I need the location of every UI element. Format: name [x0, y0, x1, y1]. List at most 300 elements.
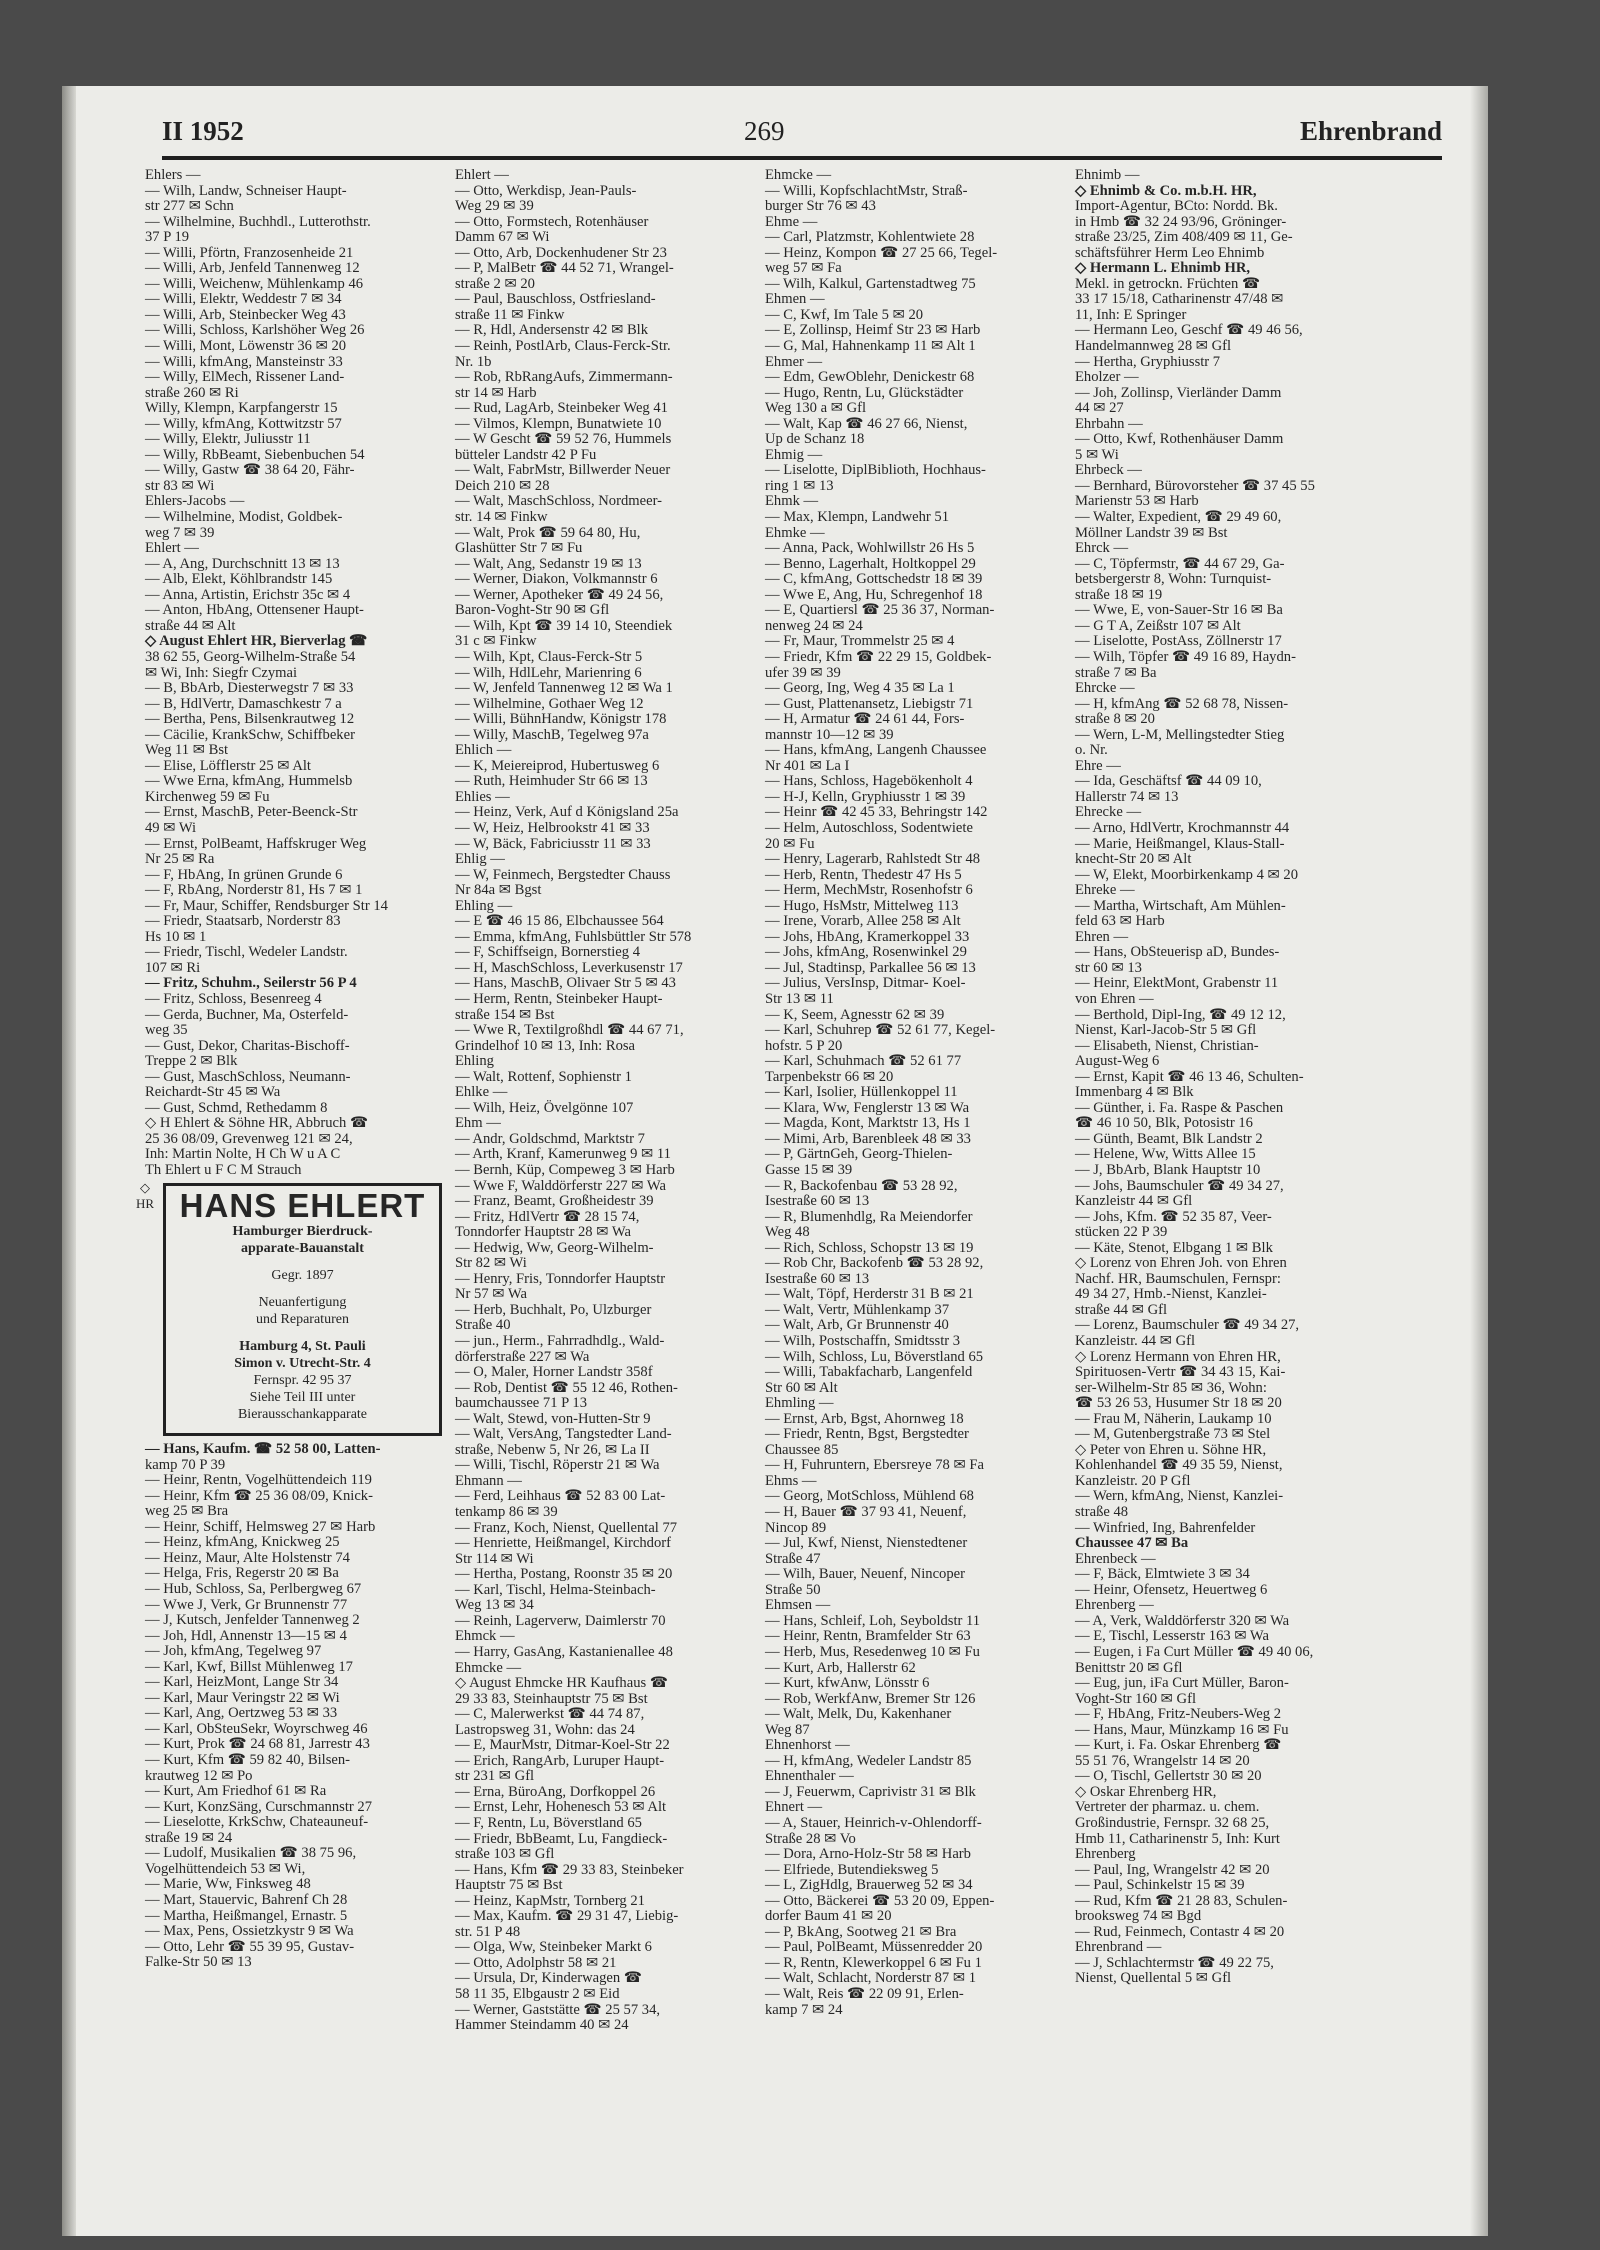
directory-entry-line: Str 82 ✉ Wi: [455, 1255, 527, 1272]
directory-entry-line: — Wilh, Kpt, Claus-Ferck-Str 5: [455, 648, 643, 665]
directory-entry-line: — Walt, Stewd, von-Hutten-Str 9: [455, 1410, 651, 1427]
directory-entry-line: — Otto, Arb, Dockenhudener Str 23: [455, 244, 667, 261]
directory-entry-line: Inh: Martin Nolte, H Ch W u A C: [145, 1146, 341, 1163]
directory-entry-line: — Elfriede, Butendieksweg 5: [765, 1861, 939, 1878]
directory-entry-line: — Ernst, MaschB, Peter-Beenck-Str: [145, 804, 358, 821]
directory-entry-line: Kanzleistr 44 ✉ Gfl: [1075, 1193, 1193, 1210]
directory-entry-line: — Klara, Ww, Fenglerstr 13 ✉ Wa: [765, 1099, 970, 1116]
directory-entry-line: — Rob, WerkfAnw, Bremer Str 126: [765, 1690, 976, 1707]
directory-entry-line: — Jul, Kwf, Nienst, Nienstedtener: [765, 1535, 968, 1552]
directory-entry-line: Ehmig —: [765, 446, 823, 463]
directory-entry-line: — H, Fuhruntern, Ebersreye 78 ✉ Fa: [765, 1457, 984, 1474]
directory-entry-line: — Fr, Maur, Schiffer, Rendsburger Str 14: [145, 897, 388, 914]
directory-entry-line: — Erna, BüroAng, Dorfkoppel 26: [455, 1783, 656, 1800]
directory-entry-line: — Heinz, kfmAng, Knickweg 25: [145, 1534, 340, 1551]
directory-entry-line: — Hub, Schloss, Sa, Perlbergweg 67: [145, 1581, 362, 1598]
directory-entry-line: — Kurt, Kfm ☎ 59 82 40, Bilsen-: [145, 1752, 351, 1769]
directory-entry-line: — Marie, Heißmangel, Klaus-Stall-: [1075, 835, 1285, 852]
directory-entry-line: Ehrcke —: [1075, 680, 1135, 697]
directory-entry-line: Ehrbahn —: [1075, 415, 1143, 432]
directory-entry-line: — J, Schlachtermstr ☎ 49 22 75,: [1075, 1954, 1274, 1971]
directory-entry-line: — Friedr, BbBeamt, Lu, Fangdieck-: [455, 1830, 668, 1847]
directory-entry-line: — Walt, Arb, Gr Brunnenstr 40: [765, 1317, 949, 1334]
directory-entry-line: — F, Schiffseign, Bornerstieg 4: [455, 944, 641, 961]
directory-entry-line: kamp 7 ✉ 24: [765, 2001, 843, 2018]
directory-entry-line: — Karl, Isolier, Hüllenkoppel 11: [765, 1084, 958, 1101]
directory-entry-line: Str 60 ✉ Alt: [765, 1379, 838, 1396]
directory-entry-line: Ehlich —: [455, 742, 512, 759]
directory-entry-line: — Wilh, Bauer, Neuenf, Nincoper: [765, 1566, 965, 1583]
directory-entry-line: — Rud, LagArb, Steinbeker Weg 41: [455, 400, 668, 417]
directory-entry-line: — W, Elekt, Moorbirkenkamp 4 ✉ 20: [1075, 866, 1299, 883]
directory-entry-line: str. 51 P 48: [455, 1923, 521, 1940]
directory-entry-line: — O, Tischl, Gellertstr 30 ✉ 20: [1075, 1768, 1262, 1785]
directory-entry-line: — Julius, VersInsp, Ditmar- Koel-: [765, 975, 966, 992]
directory-entry-line: Tonndorfer Hauptstr 28 ✉ Wa: [455, 1224, 631, 1241]
directory-entry-line: — jun., Herm., Fahrradhdlg., Wald-: [455, 1333, 665, 1350]
directory-entry-line: — Willy, RbBeamt, Siebenbuchen 54: [145, 446, 365, 463]
directory-entry-line: Weg 11 ✉ Bst: [145, 742, 229, 759]
directory-entry-line: Nr 25 ✉ Ra: [145, 851, 215, 868]
directory-entry-line: ◇ August Ehlert HR, Bierverlag ☎: [145, 633, 368, 650]
directory-entry-line: — W, Heiz, Helbrookstr 41 ✉ 33: [455, 819, 650, 836]
directory-entry-line: — Magda, Kont, Marktstr 13, Hs 1: [765, 1115, 971, 1132]
directory-entry-line: 49 ✉ Wi: [145, 819, 197, 836]
directory-entry-line: — Otto, Kwf, Rothenhäuser Damm: [1075, 431, 1284, 448]
ad-street: Simon v. Utrecht-Str. 4: [234, 1356, 371, 1372]
directory-entry-line: 44 ✉ 27: [1075, 400, 1124, 417]
directory-entry-line: — Kurt, i. Fa. Oskar Ehrenberg ☎: [1075, 1737, 1282, 1754]
column-1-entries: [145, 168, 446, 1179]
directory-entry-line: — Liselotte, DiplBiblioth, Hochhaus-: [765, 462, 986, 479]
directory-entry-line: — W, Jenfeld Tannenweg 12 ✉ Wa 1: [455, 680, 673, 697]
directory-entry-line: 33 17 15/18, Catharinenstr 47/48 ✉: [1075, 291, 1284, 308]
directory-entry-line: — H, kfmAng ☎ 52 68 78, Nissen-: [1075, 695, 1289, 712]
directory-entry-line: straße 103 ✉ Gfl: [455, 1846, 555, 1863]
directory-entry-line: — Johs, HbAng, Kramerkoppel 33: [765, 928, 970, 945]
directory-entry-line: — Heinr, Ofensetz, Heuertweg 6: [1075, 1581, 1268, 1598]
directory-entry-line: ◇ Ehnimb & Co. m.b.H. HR,: [1075, 182, 1257, 199]
directory-entry-line: — Otto, Lehr ☎ 55 39 95, Gustav-: [145, 1938, 355, 1955]
directory-entry-line: — Hans, Kaufm. ☎ 52 58 00, Latten-: [145, 1441, 381, 1458]
directory-entry-line: — Willi, BühnHandw, Königstr 178: [455, 711, 667, 728]
directory-entry-line: ser-Wilhelm-Str 85 ✉ 36, Wohn:: [1075, 1379, 1267, 1396]
directory-entry-line: Ehling —: [455, 897, 513, 914]
directory-entry-line: — Hans, kfmAng, Langenh Chaussee: [765, 742, 987, 759]
directory-entry-line: Ehmann —: [455, 1472, 522, 1489]
directory-entry-line: straße 44 ✉ Alt: [145, 617, 236, 634]
directory-entry-line: straße 260 ✉ Ri: [145, 384, 239, 401]
directory-entry-line: — Kurt, Am Friedhof 61 ✉ Ra: [145, 1783, 327, 1800]
directory-entry-line: Kanzleistr. 20 P Gfl: [1075, 1472, 1191, 1489]
directory-entry-line: — Gerda, Buchner, Ma, Osterfeld-: [145, 1006, 349, 1023]
directory-entry-line: — Martha, Heißmangel, Ernastr. 5: [145, 1907, 348, 1924]
directory-entry-line: — Rob Chr, Backofenb ☎ 53 28 92,: [765, 1255, 984, 1272]
directory-entry-line: weg 57 ✉ Fa: [765, 260, 842, 277]
directory-entry-line: Straße 50: [765, 1581, 821, 1598]
directory-entry-line: Isestraße 60 ✉ 13: [765, 1193, 870, 1210]
directory-entry-line: — A, Stauer, Heinrich-v-Ohlendorff-: [765, 1814, 982, 1831]
directory-entry-line: brooksweg 74 ✉ Bgd: [1075, 1908, 1202, 1925]
directory-entry-line: — P, MalBetr ☎ 44 52 71, Wrangel-: [455, 260, 674, 277]
directory-entry-line: — W, Feinmech, Bergstedter Chauss: [455, 866, 671, 883]
directory-entry-line: — Alb, Elekt, Köhlbrandstr 145: [145, 571, 333, 588]
directory-entry-line: — Walt, Reis ☎ 22 09 91, Erlen-: [765, 1985, 964, 2002]
directory-entry-line: Weg 13 ✉ 34: [455, 1597, 534, 1614]
directory-entry-line: Immenbarg 4 ✉ Blk: [1075, 1084, 1194, 1101]
directory-entry-line: — Friedr, Tischl, Wedeler Landstr.: [145, 944, 348, 961]
directory-entry-line: — C, kfmAng, Gottschedstr 18 ✉ 39: [765, 571, 983, 588]
directory-entry-line: — Paul, Ing, Wrangelstr 42 ✉ 20: [1075, 1861, 1270, 1878]
directory-entry-line: — Henriette, Heißmangel, Kirchdorf: [455, 1535, 671, 1552]
directory-entry-line: — Paul, PolBeamt, Müssenredder 20: [765, 1939, 983, 1956]
directory-entry-line: nenweg 24 ✉ 24: [765, 617, 863, 634]
directory-entry-line: — Hans, Kfm ☎ 29 33 83, Steinbeker: [455, 1861, 684, 1878]
directory-entry-line: Weg 130 a ✉ Gfl: [765, 400, 867, 417]
directory-entry-line: — J, Feuerwm, Caprivistr 31 ✉ Blk: [765, 1783, 976, 1800]
directory-entry-line: ◇ August Ehmcke HR Kaufhaus ☎: [455, 1675, 669, 1692]
directory-entry-line: straße 48: [1075, 1504, 1129, 1521]
directory-entry-line: — H, Bauer ☎ 37 93 41, Neuenf,: [765, 1504, 967, 1521]
directory-entry-line: — Anton, HbAng, Ottensener Haupt-: [145, 602, 364, 619]
directory-entry-line: — Helm, Autoschloss, Sodentwiete: [765, 819, 973, 836]
directory-entry-line: straße 19 ✉ 24: [145, 1829, 233, 1846]
directory-entry-line: Marienstr 53 ✉ Harb: [1075, 493, 1199, 510]
directory-entry-line: — Kurt, kfwAnw, Lönsstr 6: [765, 1675, 930, 1692]
directory-entry-line: betsbergerstr 8, Wohn: Turnquist-: [1075, 571, 1272, 588]
directory-entry-line: Ehrenbeck —: [1075, 1550, 1156, 1567]
directory-entry-line: — Heinr ☎ 42 45 33, Behringstr 142: [765, 804, 988, 821]
directory-entry-line: Kanzleistr. 44 ✉ Gfl: [1075, 1333, 1196, 1350]
directory-entry-line: — Reinh, PostlArb, Claus-Ferck-Str.: [455, 338, 671, 355]
directory-entry-line: — Walt, FabrMstr, Billwerder Neuer: [455, 462, 671, 479]
directory-entry-line: — Willy, MaschB, Tegelweg 97a: [455, 726, 649, 743]
directory-entry-line: Nienst, Karl-Jacob-Str 5 ✉ Gfl: [1075, 1022, 1257, 1039]
hans-ehlert-advertisement: [135, 1179, 442, 1437]
directory-entry-line: — Willi, Schloss, Karlshöher Weg 26: [145, 322, 365, 339]
directory-entry-line: — Hans, Maur, Münzkamp 16 ✉ Fu: [1075, 1721, 1289, 1738]
directory-entry-line: — Elise, Löfflerstr 25 ✉ Alt: [145, 757, 311, 774]
directory-entry-line: — Hans, MaschB, Olivaer Str 5 ✉ 43: [455, 975, 676, 992]
directory-entry-line: — Walt, Kap ☎ 46 27 66, Nienst,: [765, 415, 968, 432]
directory-entry-line: weg 25 ✉ Bra: [145, 1503, 229, 1520]
directory-entry-line: Tarpenbekstr 66 ✉ 20: [765, 1068, 894, 1085]
directory-entry-line: — Kurt, KonzSäng, Curschmannstr 27: [145, 1798, 372, 1815]
directory-entry-line: kamp 70 P 39: [145, 1456, 226, 1473]
directory-entry-line: Ehre —: [1075, 757, 1121, 774]
directory-entry-line: — Walt, Prok ☎ 59 64 80, Hu,: [455, 524, 641, 541]
directory-entry-line: — Vilmos, Klempn, Bunatwiete 10: [455, 415, 662, 432]
directory-entry-line: Straße 28 ✉ Vo: [765, 1830, 856, 1847]
directory-entry-line: Ehling: [455, 1053, 494, 1070]
directory-entry-line: — Henry, Fris, Tonndorfer Hauptstr: [455, 1270, 666, 1287]
directory-entry-line: — H, kfmAng, Wedeler Landstr 85: [765, 1752, 972, 1769]
directory-entry-line: — J, Kutsch, Jenfelder Tannenweg 2: [145, 1612, 360, 1629]
directory-entry-line: — Hugo, Rentn, Lu, Glückstädter: [765, 384, 964, 401]
directory-entry-line: — Mimi, Arb, Barenbleek 48 ✉ 33: [765, 1130, 971, 1147]
directory-entry-line: von Ehren —: [1075, 990, 1154, 1007]
directory-entry-line: Ehme —: [765, 213, 818, 230]
directory-entry-line: Ehlers —: [145, 167, 201, 183]
directory-entry-line: — G T A, Zeißstr 107 ✉ Alt: [1075, 617, 1241, 634]
directory-entry-line: 58 11 35, Elbgaustr 2 ✉ Eid: [455, 1985, 620, 2002]
directory-entry-line: — Hertha, Gryphiusstr 7: [1075, 353, 1221, 370]
volume-year: II 1952: [162, 116, 244, 146]
column-2-entries: [455, 168, 756, 2034]
directory-entry-line: str 60 ✉ 13: [1075, 959, 1142, 976]
directory-entry-line: — Werner, Diakon, Volkmannstr 6: [455, 571, 658, 588]
directory-entry-line: — Rob, Dentist ☎ 55 12 46, Rothen-: [455, 1379, 678, 1396]
directory-entry-line: — Herb, Mus, Resedenweg 10 ✉ Fu: [765, 1643, 980, 1660]
directory-entry-line: — C, Malerwerkst ☎ 44 74 87,: [455, 1706, 645, 1723]
directory-entry-line: — Elisabeth, Nienst, Christian-: [1075, 1037, 1259, 1054]
directory-entry-line: Ehmen —: [765, 291, 825, 308]
directory-entry-line: — Willi, Arb, Steinbecker Weg 43: [145, 306, 346, 323]
directory-entry-line: ufer 39 ✉ 39: [765, 664, 841, 681]
directory-entry-line: — Werner, Gaststätte ☎ 25 57 34,: [455, 2001, 661, 2018]
directory-entry-line: — K, Meiereiprod, Hubertusweg 6: [455, 757, 660, 774]
directory-entry-line: Hmb 11, Catharinenstr 5, Inh: Kurt: [1075, 1830, 1280, 1847]
directory-entry-line: — E, Tischl, Lesserstr 163 ✉ Wa: [1075, 1628, 1270, 1645]
directory-entry-line: — Kurt, Arb, Hallerstr 62: [765, 1659, 916, 1676]
directory-entry-line: — Anna, Pack, Wohlwillstr 26 Hs 5: [765, 540, 975, 557]
page-header: [162, 116, 1442, 156]
directory-entry-line: — Olga, Ww, Steinbeker Markt 6: [455, 1939, 652, 1956]
directory-entry-line: — W, Bäck, Fabriciusstr 11 ✉ 33: [455, 835, 651, 852]
directory-entry-line: — Otto, Adolphstr 58 ✉ 21: [455, 1954, 617, 1971]
directory-entry-line: — J, BbArb, Blank Hauptstr 10: [1075, 1162, 1261, 1178]
directory-entry-line: tenkamp 86 ✉ 39: [455, 1504, 558, 1521]
directory-entry-line: — Wilh, Postschaffn, Smidtsstr 3: [765, 1333, 961, 1350]
directory-entry-line: Ehrenbrand —: [1075, 1939, 1162, 1956]
directory-entry-line: — F, HbAng, In grünen Grunde 6: [145, 866, 343, 883]
directory-page: [62, 86, 1488, 2236]
directory-entry-line: ring 1 ✉ 13: [765, 477, 834, 494]
directory-entry-line: straße 18 ✉ 19: [1075, 586, 1163, 603]
directory-entry-line: — Hugo, HsMstr, Mittelweg 113: [765, 897, 959, 914]
directory-entry-line: — Hans, Schloss, Hagebökenholt 4: [765, 773, 973, 790]
directory-entry-line: burger Str 76 ✉ 43: [765, 198, 876, 215]
directory-entry-line: — Walt, Rottenf, Sophienstr 1: [455, 1068, 632, 1085]
directory-entry-line: — Kurt, Prok ☎ 24 68 81, Jarrestr 43: [145, 1736, 370, 1753]
directory-entry-line: — Max, Klempn, Landwehr 51: [765, 509, 950, 526]
ad-reference-1: Siehe Teil III unter: [249, 1390, 356, 1406]
directory-entry-line: — G, Mal, Hahnenkamp 11 ✉ Alt 1: [765, 338, 976, 355]
directory-entry-line: — Bertha, Pens, Bilsenkrautweg 12: [145, 711, 355, 728]
directory-entry-line: — K, Seem, Agnesstr 62 ✉ 39: [765, 1006, 945, 1023]
directory-entry-line: Up de Schanz 18: [765, 431, 865, 448]
directory-entry-line: straße, Nebenw 5, Nr 26, ✉ La II: [455, 1441, 650, 1458]
directory-entry-line: — R, Rentn, Klewerkoppel 6 ✉ Fu 1: [765, 1954, 982, 1971]
directory-entry-line: — Harry, GasAng, Kastanienallee 48: [455, 1643, 673, 1660]
directory-entry-line: 31 c ✉ Finkw: [455, 633, 537, 650]
directory-entry-line: — Max, Pens, Ossietzkystr 9 ✉ Wa: [145, 1923, 354, 1940]
directory-entry-line: straße 7 ✉ Ba: [1075, 664, 1157, 681]
directory-entry-line: Ehrbeck —: [1075, 462, 1142, 479]
directory-entry-line: — Rob, RbRangAufs, Zimmermann-: [455, 369, 673, 386]
directory-entry-line: — Wwe Erna, kfmAng, Hummelsb: [145, 773, 353, 790]
ad-city: Hamburg 4, St. Pauli: [239, 1339, 366, 1355]
directory-entry-line: — Wern, kfmAng, Nienst, Kanzlei-: [1075, 1488, 1284, 1505]
directory-entry-line: — Willi, Arb, Jenfeld Tannenweg 12: [145, 260, 360, 277]
directory-entry-line: Vogelhüttendeich 53 ✉ Wi,: [145, 1860, 306, 1877]
directory-entry-line: — Herm, MechMstr, Rosenhofstr 6: [765, 882, 973, 899]
directory-entry-line: — Arth, Kranf, Kamerunweg 9 ✉ 11: [455, 1146, 671, 1163]
directory-entry-line: — Irene, Vorarb, Allee 258 ✉ Alt: [765, 913, 961, 930]
directory-entry-line: Handelmannweg 28 ✉ Gfl: [1075, 338, 1232, 355]
directory-entry-line: — Wilh, Kpt ☎ 39 14 10, Steendiek: [455, 617, 673, 634]
directory-entry-line: — Friedr, Kfm ☎ 22 29 15, Goldbek-: [765, 648, 992, 665]
directory-entry-line: Ehlers-Jacobs —: [145, 493, 245, 510]
column-4-entries: [1075, 168, 1376, 1987]
directory-entry-line: — O, Maler, Horner Landstr 358f: [455, 1364, 653, 1381]
directory-entry-line: — Henry, Lagerarb, Rahlstedt Str 48: [765, 851, 981, 868]
directory-entry-line: — Rich, Schloss, Schopstr 13 ✉ 19: [765, 1239, 974, 1256]
directory-entry-line: — Heinr, Rentn, Bramfelder Str 63: [765, 1628, 971, 1645]
directory-entry-line: — Günther, i. Fa. Raspe & Paschen: [1075, 1099, 1284, 1116]
directory-entry-line: — Anna, Artistin, Erichstr 35c ✉ 4: [145, 586, 351, 603]
directory-entry-line: — H, Armatur ☎ 24 61 44, Fors-: [765, 711, 965, 728]
directory-entry-line: knecht-Str 20 ✉ Alt: [1075, 851, 1192, 868]
directory-entry-line: — Ernst, Kapit ☎ 46 13 46, Schulten-: [1075, 1068, 1304, 1085]
directory-entry-line: str 14 ✉ Harb: [455, 384, 537, 401]
directory-entry-line: — Otto, Bäckerei ☎ 53 20 09, Eppen-: [765, 1892, 995, 1909]
directory-entry-line: weg 7 ✉ 39: [145, 524, 215, 541]
directory-entry-line: — Karl, ObSteuSekr, Woyrschweg 46: [145, 1720, 368, 1737]
directory-entry-line: Mekl. in getrockn. Früchten ☎: [1075, 275, 1261, 292]
directory-entry-line: — Fritz, Schuhm., Seilerstr 56 P 4: [145, 975, 357, 992]
directory-entry-line: Ehms —: [765, 1472, 817, 1489]
directory-entry-line: str 83 ✉ Wi: [145, 477, 215, 494]
directory-entry-line: — Franz, Koch, Nienst, Quellental 77: [455, 1519, 678, 1536]
directory-entry-line: — Rud, Feinmech, Contastr 4 ✉ 20: [1075, 1923, 1285, 1940]
page-number: 269: [744, 116, 785, 146]
directory-entry-line: str 277 ✉ Schn: [145, 198, 234, 215]
directory-entry-line: Ehnimb —: [1075, 167, 1140, 183]
directory-entry-line: Straße 47: [765, 1550, 821, 1567]
directory-entry-line: Ehrecke —: [1075, 804, 1142, 821]
directory-entry-line: — Herb, Buchhalt, Po, Ulzburger: [455, 1301, 652, 1318]
directory-entry-line: — Franz, Beamt, Großheidestr 39: [455, 1193, 654, 1210]
directory-entry-line: — H, MaschSchloss, Leverkusenstr 17: [455, 959, 683, 976]
directory-entry-line: Lastropsweg 31, Wohn: das 24: [455, 1721, 635, 1738]
directory-entry-line: Nr. 1b: [455, 353, 492, 370]
directory-entry-line: — E, MaurMstr, Ditmar-Koel-Str 22: [455, 1737, 670, 1754]
directory-entry-line: Falke-Str 50 ✉ 13: [145, 1954, 252, 1971]
directory-entry-line: Hauptstr 75 ✉ Bst: [455, 1877, 563, 1894]
ad-company-name: HANS EHLERT: [179, 1186, 426, 1224]
directory-entry-line: — Walt, Ang, Sedanstr 19 ✉ 13: [455, 555, 642, 572]
directory-entry-line: — Martha, Wirtschaft, Am Mühlen-: [1075, 897, 1286, 914]
directory-entry-line: — P, GärtnGeh, Georg-Thielen-: [765, 1146, 953, 1163]
directory-entry-line: — Willy, Elektr, Juliusstr 11: [145, 431, 311, 448]
directory-entry-line: — L, ZigHdlg, Brauerweg 52 ✉ 34: [765, 1877, 973, 1894]
directory-entry-line: Th Ehlert u F C M Strauch: [145, 1162, 302, 1178]
directory-entry-line: — Fritz, HdlVertr ☎ 28 15 74,: [455, 1208, 640, 1225]
directory-entry-line: — Joh, kfmAng, Tegelweg 97: [145, 1643, 322, 1660]
directory-entry-line: Weg 87: [765, 1721, 810, 1738]
directory-entry-line: baumchaussee 71 P 13: [455, 1395, 587, 1412]
directory-entry-line: — Ruth, Heimhuder Str 66 ✉ 13: [455, 773, 648, 790]
directory-entry-line: — Walt, Melk, Du, Kakenhaner: [765, 1706, 952, 1723]
directory-entry-line: Gasse 15 ✉ 39: [765, 1162, 853, 1178]
directory-entry-line: Möllner Landstr 39 ✉ Bst: [1075, 524, 1228, 541]
directory-entry-line: Nincop 89: [765, 1519, 827, 1536]
ad-reference-2: Bierausschankapparate: [237, 1407, 368, 1423]
directory-entry-line: — Karl, Ang, Oertzweg 53 ✉ 33: [145, 1705, 338, 1722]
directory-entry-line: — Erich, RangArb, Luruper Haupt-: [455, 1752, 665, 1769]
directory-entry-line: Str 13 ✉ 11: [765, 990, 834, 1007]
directory-entry-line: 107 ✉ Ri: [145, 959, 201, 976]
directory-entry-line: — Heinz, Maur, Alte Holstenstr 74: [145, 1549, 350, 1566]
directory-entry-line: — Helga, Fris, Regerstr 20 ✉ Ba: [145, 1565, 339, 1582]
directory-entry-line: — E ☎ 46 15 86, Elbchaussee 564: [455, 913, 664, 930]
directory-entry-line: — Johs, Kfm. ☎ 52 35 87, Veer-: [1075, 1208, 1272, 1225]
directory-entry-line: — Carl, Platzmstr, Kohlentwiete 28: [765, 229, 975, 246]
directory-entry-line: — E, Quartiersl ☎ 25 36 37, Norman-: [765, 602, 995, 619]
directory-entry-line: — R, Blumenhdlg, Ra Meiendorfer: [765, 1208, 973, 1225]
directory-entry-line: Benittstr 20 ✉ Gfl: [1075, 1659, 1183, 1676]
directory-entry-line: — Hermann Leo, Geschf ☎ 49 46 56,: [1075, 322, 1303, 339]
directory-entry-line: 49 34 27, Hmb.-Nienst, Kanzlei-: [1075, 1286, 1267, 1303]
directory-entry-line: — R, Hdl, Andersenstr 42 ✉ Blk: [455, 322, 649, 339]
directory-entry-line: — Willi, Tischl, Röperstr 21 ✉ Wa: [455, 1457, 660, 1474]
ad-line-2: apparate-Bauanstalt: [241, 1241, 364, 1257]
directory-entry-line: — Ferd, Leihhaus ☎ 52 83 00 Lat-: [455, 1488, 666, 1505]
directory-entry-line: — Eugen, i Fa Curt Müller ☎ 49 40 06,: [1075, 1643, 1314, 1660]
directory-entry-line: Ehrenberg —: [1075, 1597, 1154, 1614]
page-binding: [62, 86, 76, 2236]
directory-entry-line: — Walt, Schlacht, Norderstr 87 ✉ 1: [765, 1970, 977, 1987]
directory-entry-line: — A, Verk, Walddörferstr 320 ✉ Wa: [1075, 1612, 1290, 1629]
directory-entry-line: straße 154 ✉ Bst: [455, 1006, 555, 1023]
ad-founded: Gegr. 1897: [271, 1268, 334, 1284]
directory-entry-line: — Ursula, Dr, Kinderwagen ☎: [455, 1970, 642, 1987]
directory-entry-line: — E, Zollinsp, Heimf Str 23 ✉ Harb: [765, 322, 981, 339]
directory-entry-line: straße 8 ✉ 20: [1075, 711, 1155, 728]
directory-entry-line: — F, Bäck, Elmtwiete 3 ✉ 34: [1075, 1566, 1250, 1583]
directory-entry-line: — Herb, Rentn, Thedestr 47 Hs 5: [765, 866, 962, 883]
directory-entry-line: straße 23/25, Zim 408/409 ✉ 11, Ge-: [1075, 229, 1293, 246]
directory-entry-line: — Karl, Schuhmach ☎ 52 61 77: [765, 1053, 962, 1070]
directory-entry-line: ◇ Oskar Ehrenberg HR,: [1075, 1783, 1217, 1800]
directory-entry-line: — Heinr, Schiff, Helmsweg 27 ✉ Harb: [145, 1518, 376, 1535]
directory-entry-line: — Walt, Vertr, Mühlenkamp 37: [765, 1301, 950, 1318]
directory-entry-line: — Heinz, Kompon ☎ 27 25 66, Tegel-: [765, 244, 998, 261]
directory-entry-line: — P, BkAng, Sootweg 21 ✉ Bra: [765, 1923, 957, 1940]
directory-entry-line: Str 114 ✉ Wi: [455, 1550, 534, 1567]
directory-entry-line: Chaussee 85: [765, 1441, 839, 1458]
directory-entry-line: schäftsführer Herm Leo Ehnimb: [1075, 244, 1265, 261]
directory-entry-line: — Hans, ObSteuerisp aD, Bundes-: [1075, 944, 1280, 961]
directory-entry-line: — Fritz, Schloss, Besenreeg 4: [145, 990, 322, 1007]
directory-entry-line: — Karl, Tischl, Helma-Steinbach-: [455, 1581, 656, 1598]
directory-entry-line: 38 62 55, Georg-Wilhelm-Straße 54: [145, 648, 356, 665]
directory-entry-line: — Wilh, Schloss, Lu, Böverstland 65: [765, 1348, 984, 1365]
directory-entry-line: — Hans, Schleif, Loh, Seyboldstr 11: [765, 1612, 981, 1629]
directory-entry-line: — Ida, Geschäftsf ☎ 44 09 10,: [1075, 773, 1262, 790]
page-edge: [1470, 86, 1488, 2236]
directory-entry-line: Spirituosen-Vertr ☎ 34 43 15, Kai-: [1075, 1364, 1286, 1381]
directory-entry-line: 29 33 83, Steinhauptstr 75 ✉ Bst: [455, 1690, 648, 1707]
directory-entry-line: — C, Töpfermstr, ☎ 44 67 29, Ga-: [1075, 555, 1285, 572]
directory-entry-line: — Joh, Hdl, Annenstr 13—15 ✉ 4: [145, 1627, 347, 1644]
directory-entry-line: Ehlert —: [145, 540, 199, 557]
directory-entry-line: — Walter, Expedient, ☎ 29 49 60,: [1075, 509, 1282, 526]
directory-entry-line: — Friedr, Rentn, Bgst, Bergstedter: [765, 1426, 969, 1443]
column-1-entries-continued: [145, 1442, 446, 1971]
directory-entry-line: — Ernst, Arb, Bgst, Ahornweg 18: [765, 1410, 964, 1427]
